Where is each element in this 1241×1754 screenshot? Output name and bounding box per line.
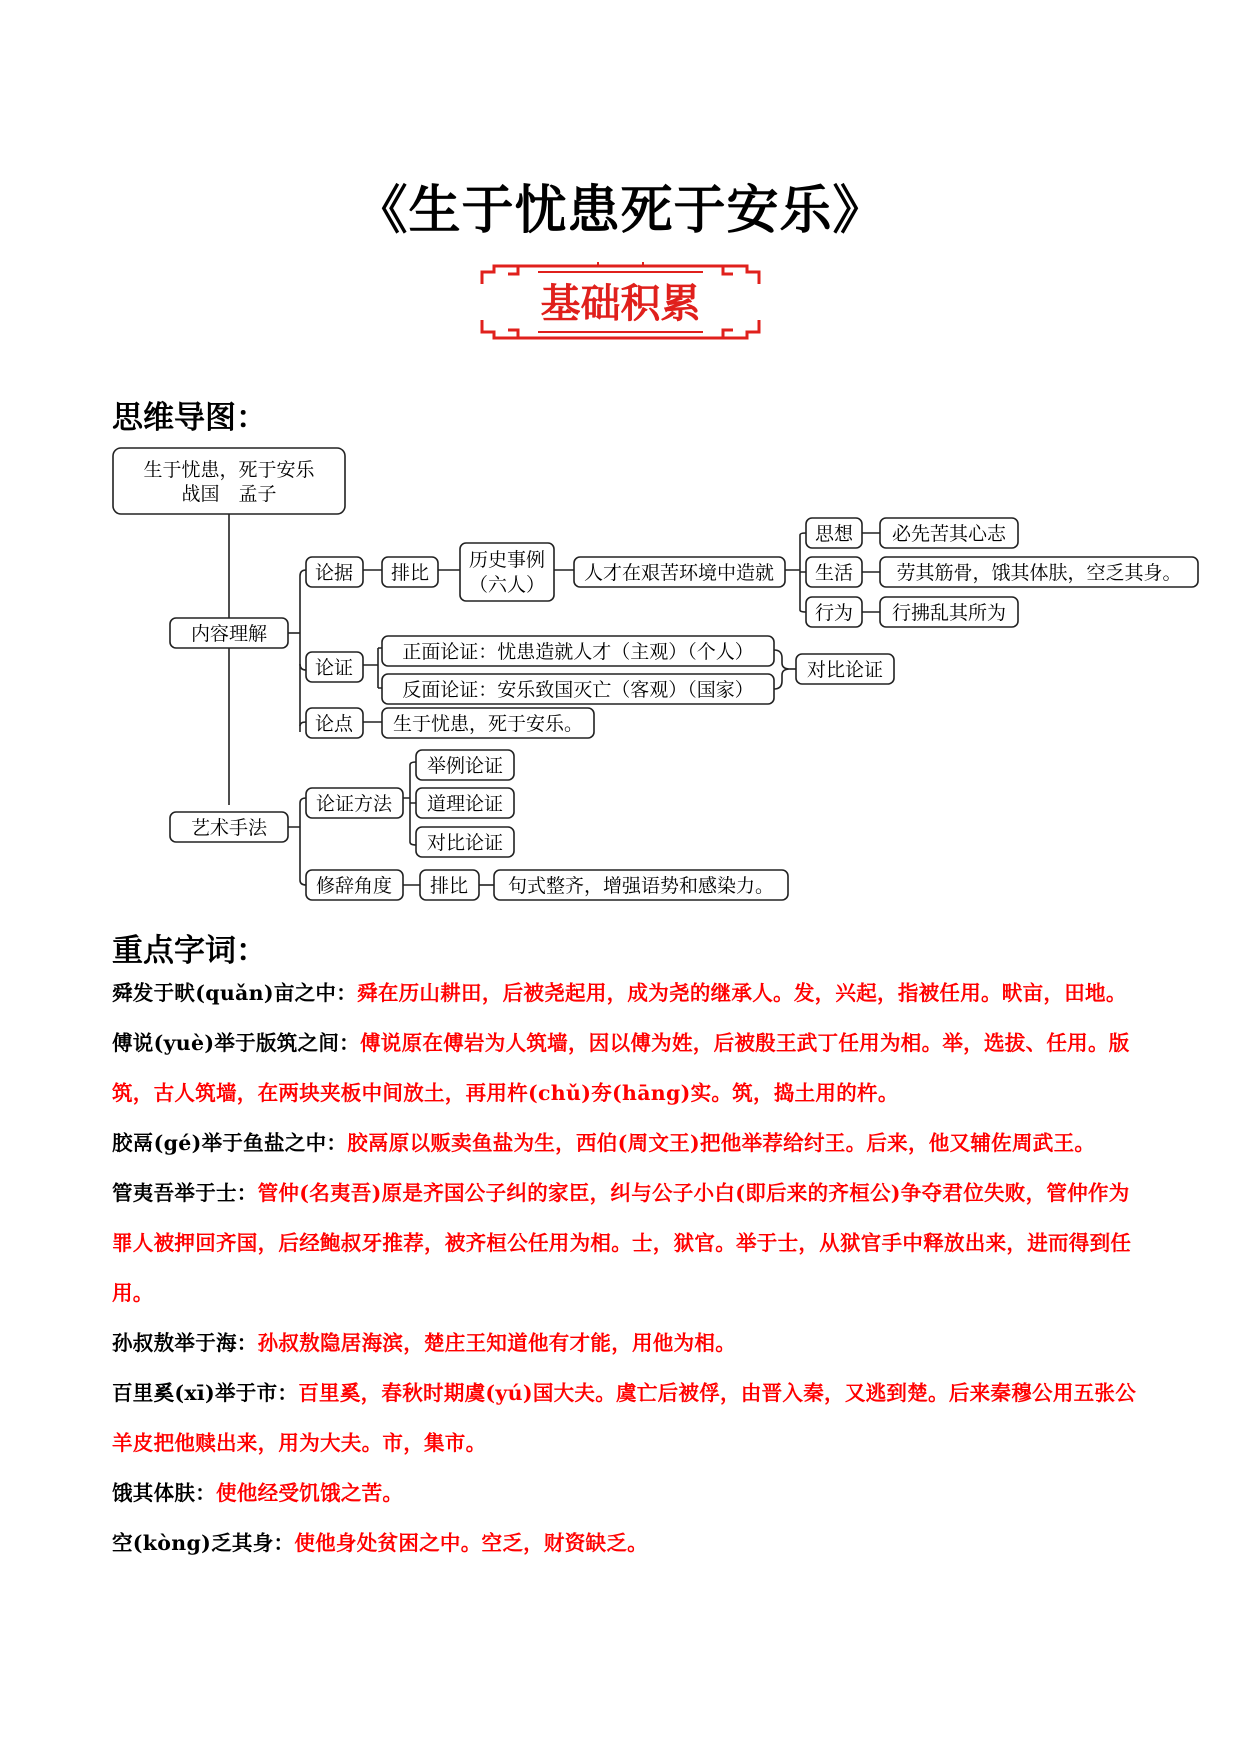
page-title: 《生于忧患死于安乐》 xyxy=(355,181,886,241)
node-xingwei: 行为 xyxy=(814,602,854,624)
vocab-definition: 管仲(名夷吾)原是齐国公子纠的家臣，纠与公子小白(即后来的齐桓公)争夺君位失败，管仲作为罪人被押回齐国，后经鲍叔牙推荐，被齐桓公任用为相。士，狱官。举于士，从狱官手中释放出来，进而得到任用。 xyxy=(112,1181,1132,1305)
node-paibi: 排比 xyxy=(390,562,430,584)
banner-text: 基础积累 xyxy=(540,281,701,327)
node-xingwei-text: 行拂乱其所为 xyxy=(891,602,1007,624)
node-sixiang: 思想 xyxy=(814,523,854,545)
node-thesis: 生于忧患，死于安乐。 xyxy=(392,713,584,735)
node-lunzheng: 论证 xyxy=(314,657,354,679)
vocab-entry xyxy=(112,1318,1142,1368)
vocab-definition: 胶鬲原以贩卖鱼盐为生，西伯(周文王)把他举荐给纣王。后来，他又辅佐周武王。 xyxy=(347,1131,1096,1155)
node-history-count: （六人） xyxy=(468,574,546,596)
vocab-term: 舜发于畎(quǎn)亩之中： xyxy=(112,981,358,1005)
vocab-list xyxy=(112,968,1142,1568)
node-talent: 人才在艰苦环境中造就 xyxy=(583,562,775,584)
vocab-term: 百里奚(xī)举于市： xyxy=(112,1381,299,1405)
vocab-term: 管夷吾举于士： xyxy=(112,1181,258,1205)
vocab-heading: 重点字词： xyxy=(112,933,267,969)
vocab-entry xyxy=(112,1018,1142,1118)
node-positive-argument: 正面论证：忧患造就人才（主观）（个人） xyxy=(402,641,754,663)
vocab-definition: 使他身处贫困之中。空乏，财资缺乏。 xyxy=(294,1531,648,1555)
root-title: 生于忧患，死于安乐 xyxy=(143,459,315,481)
node-negative-argument: 反面论证：安乐致国灭亡（客观）（国家） xyxy=(402,679,754,701)
vocab-definition: 舜在历山耕田，后被尧起用，成为尧的继承人。发，兴起，指被任用。畎亩，田地。 xyxy=(357,981,1127,1005)
node-history: 历史事例 xyxy=(468,549,546,571)
node-method-example: 举例论证 xyxy=(426,755,504,777)
vocab-term: 饿其体肤： xyxy=(112,1481,216,1505)
root-author: 战国 孟子 xyxy=(181,483,277,505)
node-sixiang-text: 必先苦其心志 xyxy=(891,523,1007,545)
vocab-entry xyxy=(112,1518,1142,1568)
vocab-term: 胶鬲(gé)举于鱼盐之中： xyxy=(112,1131,348,1155)
branch-art: 艺术手法 xyxy=(190,817,268,839)
vocab-entry xyxy=(112,1168,1142,1318)
node-rhetoric-paibi: 排比 xyxy=(429,875,469,897)
vocab-entry xyxy=(112,1468,1142,1518)
node-method: 论证方法 xyxy=(315,793,393,815)
node-rhetoric-text: 句式整齐，增强语势和感染力。 xyxy=(507,875,775,897)
node-lundian: 论点 xyxy=(314,713,354,735)
node-rhetoric: 修辞角度 xyxy=(315,875,393,897)
vocab-definition: 孙叔敖隐居海滨，楚庄王知道他有才能，用他为相。 xyxy=(257,1331,737,1355)
node-contrast-argument: 对比论证 xyxy=(806,659,884,681)
vocab-definition: 百里奚，春秋时期虞(yú)国大夫。虞亡后被俘，由晋入秦，又逃到楚。后来秦穆公用五张公羊皮把他赎出来，用为大夫。市，集市。 xyxy=(112,1381,1137,1455)
vocab-entry xyxy=(112,1368,1142,1468)
node-shenghuo: 生活 xyxy=(814,562,854,584)
node-shenghuo-text: 劳其筋骨，饿其体肤，空乏其身。 xyxy=(896,562,1182,584)
branch-content: 内容理解 xyxy=(190,623,268,645)
vocab-term: 空(kòng)乏其身： xyxy=(112,1531,295,1555)
node-method-reason: 道理论证 xyxy=(426,793,504,815)
vocab-definition: 傅说原在傅岩为人筑墙，因以傅为姓，后被殷王武丁任用为相。举，选拔、任用。版筑，古人筑墙，在两块夹板中间放土，再用杵(chǔ)夯(hāng)实。筑，捣土用的杵。 xyxy=(112,1031,1130,1105)
vocab-entry xyxy=(112,968,1142,1018)
node-lunju: 论据 xyxy=(314,562,354,584)
vocab-term: 孙叔敖举于海： xyxy=(112,1331,258,1355)
vocab-term: 傅说(yuè)举于版筑之间： xyxy=(112,1031,360,1055)
node-method-contrast: 对比论证 xyxy=(426,832,504,854)
vocab-entry xyxy=(112,1118,1142,1168)
vocab-definition: 使他经受饥饿之苦。 xyxy=(216,1481,404,1505)
mindmap-heading: 思维导图： xyxy=(112,400,267,436)
